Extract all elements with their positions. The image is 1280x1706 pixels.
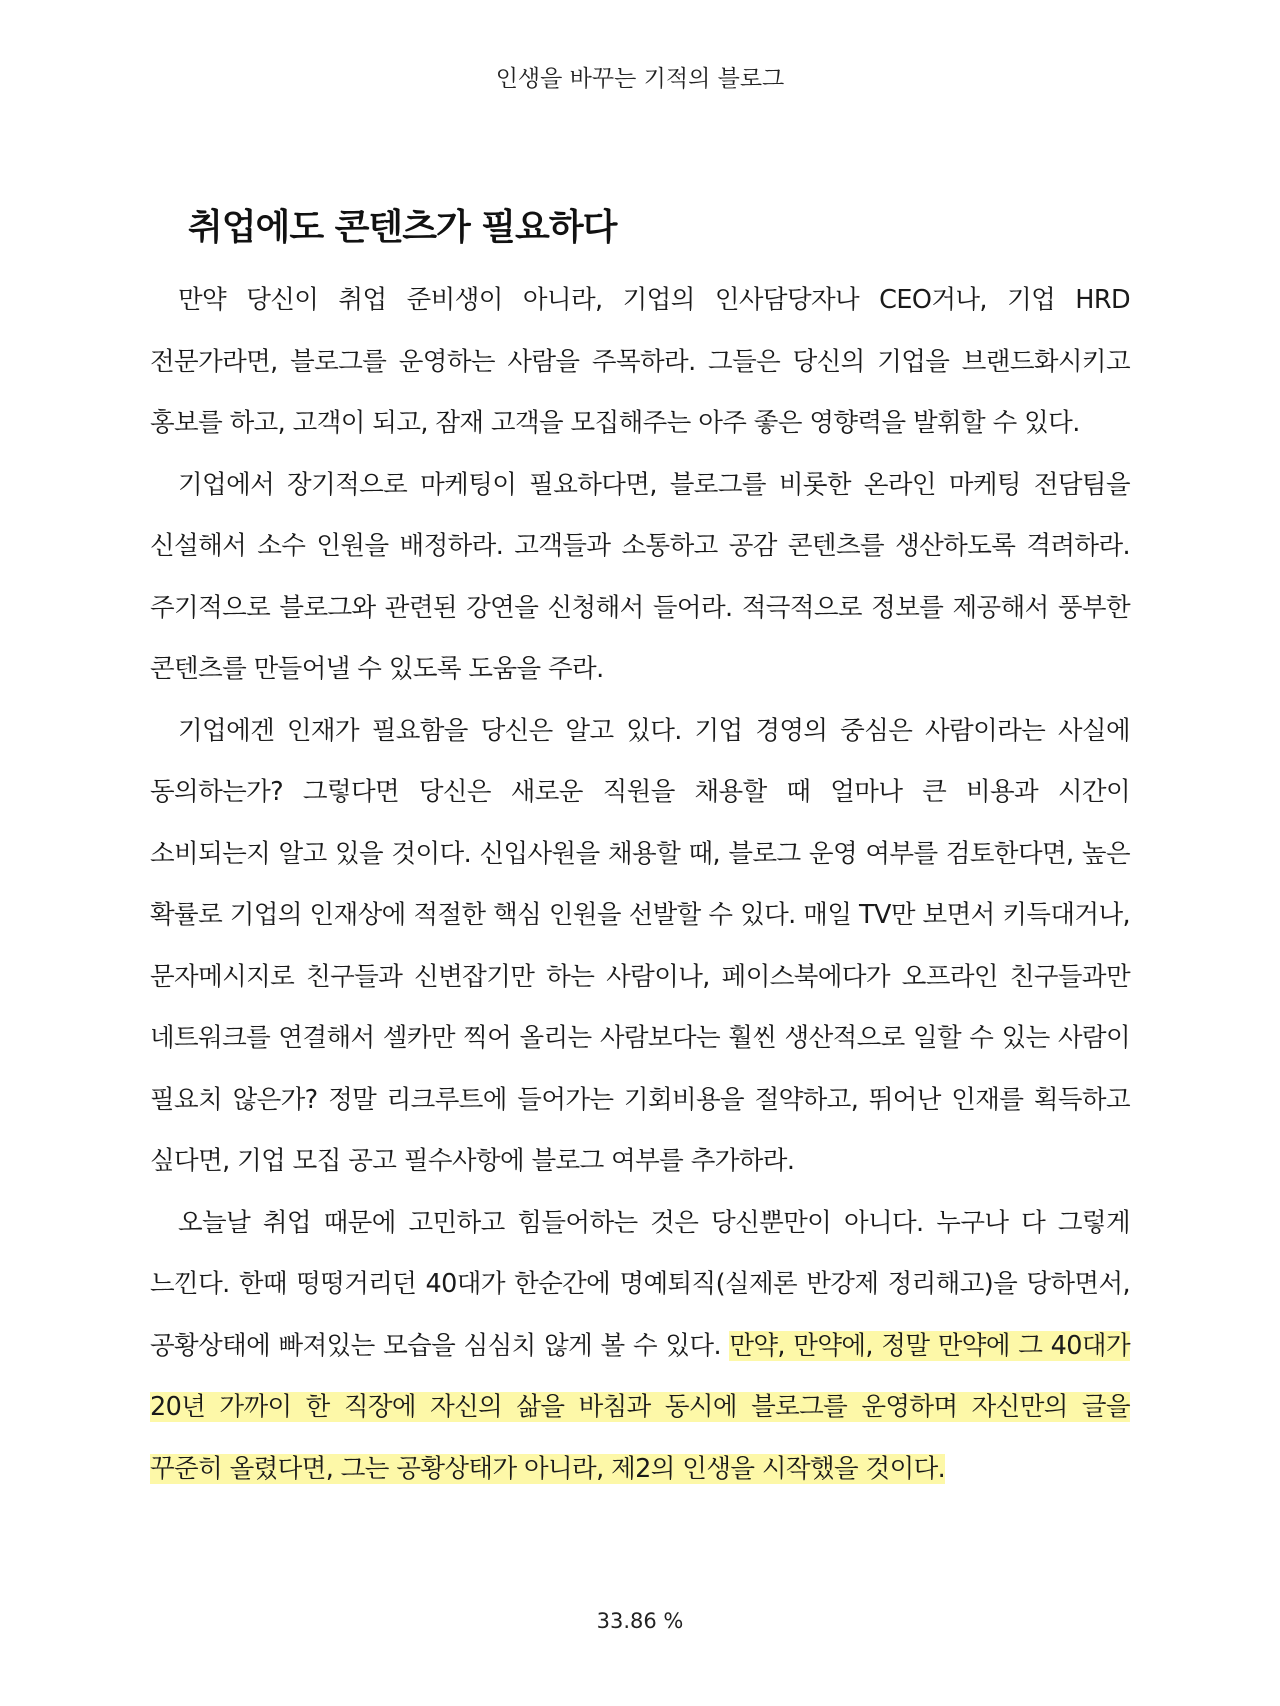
chapter-heading: 취업에도 콘텐츠가 필요하다 [188, 207, 617, 248]
paragraph-4-text: 오늘날 취업 때문에 고민하고 힘들어하는 것은 당신뿐만이 아니다. 누구나 다 그렇게 느낀다. 한때 떵떵거리던 40대가 한순간에 명예퇴직(실제론 반강제 정리해고)을 당하면서, 공황상태에 빠져있는 모습을 심심치 않게 볼 수 있다. [150, 1207, 1130, 1361]
reading-progress: 33.86 % [596, 1609, 684, 1633]
paragraph-4 [150, 1193, 1130, 1501]
paragraph-3: 기업에겐 인재가 필요함을 당신은 알고 있다. 기업 경영의 중심은 사람이라는 사실에 동의하는가? 그렇다면 당신은 새로운 직원을 채용할 때 얼마나 큰 비용과 시간이 소비되는지 알고 있을 것이다. 신입사원을 채용할 때, 블로그 운영 여부를 검토한다면, 높은 확률로 기업의 인재상에 적절한 핵심 인원을 선발할 수 있다. 매일 TV만 보면서 키득대거나, 문자메시지로 친구들과 신변잡기만 하는 사람이나, 페이스북에다가 오프라인 친구들과만 네트워크를 연결해서 셀카만 찍어 올리는 사람보다는 훨씬 생산적으로 일할 수 있는 사람이 필요치 않은가? 정말 리크루트에 들어가는 기회비용을 절약하고, 뛰어난 인재를 획득하고 싶다면, 기업 모집 공고 필수사항에 블로그 여부를 추가하라. [150, 715, 1130, 1176]
paragraph-1: 만약 당신이 취업 준비생이 아니라, 기업의 인사담당자나 CEO거나, 기업 HRD 전문가라면, 블로그를 운영하는 사람을 주목하라. 그들은 당신의 기업을 브랜드화시키고 홍보를 하고, 고객이 되고, 잠재 고객을 모집해주는 아주 좋은 영향력을 발휘할 수 있다. [150, 285, 1130, 438]
book-title: 인생을 바꾸는 기적의 블로그 [495, 66, 785, 92]
highlighted-text[interactable]: 만약, 만약에, 정말 만약에 그 40대가 20년 가까이 한 직장에 자신의 삶을 바침과 동시에 블로그를 운영하며 자신만의 글을 꾸준히 올렸다면, 그는 공황상태가 아니라, 제2의 인생을 시작했을 것이다. [150, 1330, 1130, 1484]
paragraph-2: 기업에서 장기적으로 마케팅이 필요하다면, 블로그를 비롯한 온라인 마케팅 전담팀을 신설해서 소수 인원을 배정하라. 고객들과 소통하고 공감 콘텐츠를 생산하도록 격려하라. 주기적으로 블로그와 관련된 강연을 신청해서 들어라. 적극적으로 정보를 제공해서 풍부한 콘텐츠를 만들어낼 수 있도록 도움을 주라. [150, 469, 1130, 684]
reading-area [150, 200, 1130, 1500]
